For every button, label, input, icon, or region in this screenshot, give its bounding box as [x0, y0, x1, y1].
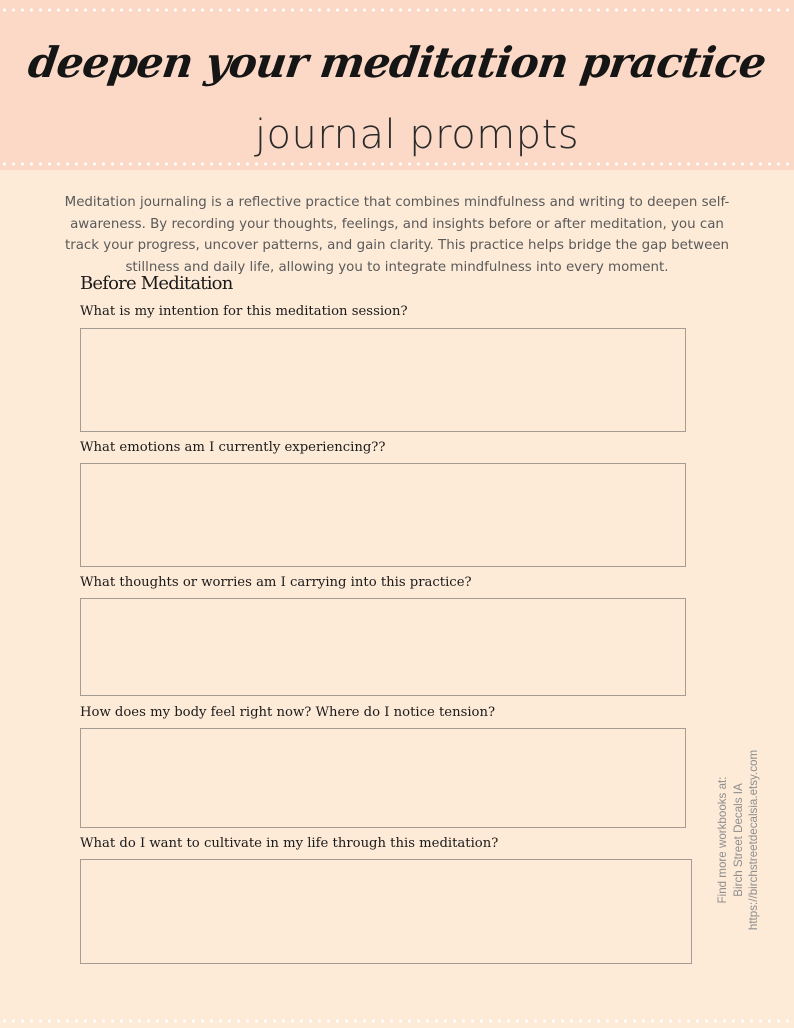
- prompt-1: What is my intention for this meditation session?: [80, 304, 408, 319]
- header-dots-top: [0, 8, 794, 12]
- credit-link[interactable]: https://birchstreetdecalsia.etsy.com: [747, 749, 760, 931]
- credit-line-2: Birch Street Decals IA: [731, 783, 745, 897]
- prompt-5: What do I want to cultivate in my life through this meditation?: [80, 836, 499, 851]
- answer-box-4[interactable]: [80, 728, 686, 828]
- answer-box-3[interactable]: [80, 598, 686, 696]
- prompt-3: What thoughts or worries am I carrying into this practice?: [80, 575, 472, 590]
- prompt-4: How does my body feel right now? Where do I notice tension?: [80, 705, 496, 720]
- answer-box-5[interactable]: [80, 859, 692, 964]
- header-dots-bottom: [0, 162, 794, 166]
- intro-paragraph: Meditation journaling is a reflective practice that combines mindfulness and writing to deepen self-awareness. By recording your thoughts, feelings, and insights before or after meditation, you can track your progress, uncover patterns, and gain clarity. This practice helps bridge the gap between stillness and daily life, allowing you to integrate mindfulness into every moment.: [64, 195, 730, 275]
- prompt-2: What emotions am I currently experiencing??: [80, 440, 386, 455]
- answer-box-1[interactable]: [80, 328, 686, 432]
- footer-dots: [0, 1019, 794, 1023]
- page-title: deepen your meditation practice: [25, 38, 769, 87]
- credit-line-1: Find more workbooks at:: [716, 776, 729, 904]
- page-subtitle: journal prompts: [254, 112, 580, 158]
- answer-box-2[interactable]: [80, 463, 686, 567]
- header-banner: [0, 0, 794, 170]
- side-credit: [715, 740, 762, 940]
- section-title: Before Meditation: [80, 273, 233, 294]
